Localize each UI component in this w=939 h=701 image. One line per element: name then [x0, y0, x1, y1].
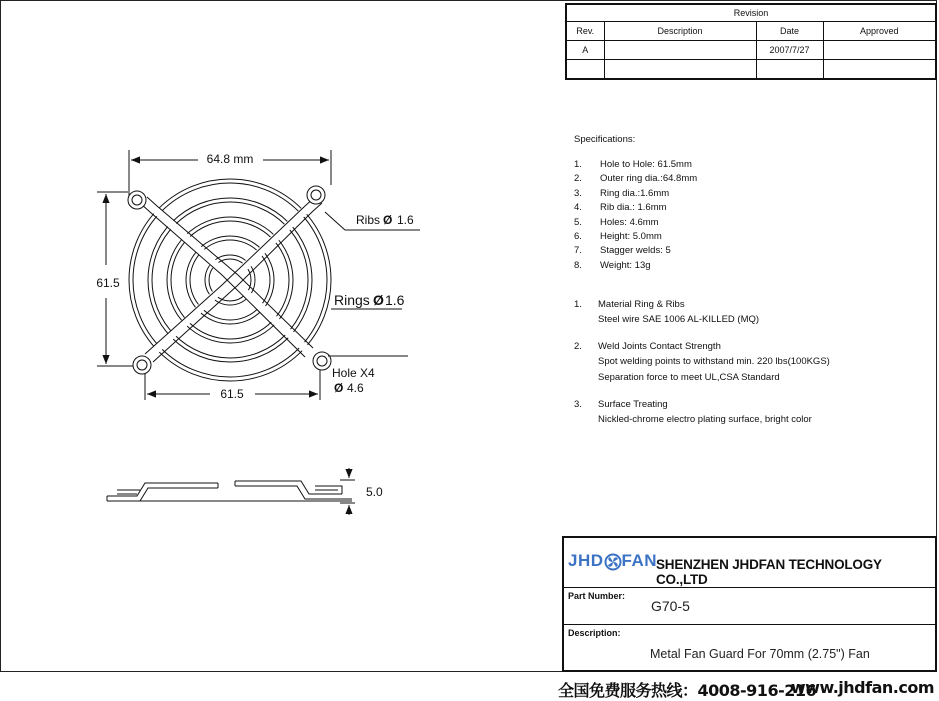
table-cell: 2007/7/27: [756, 41, 823, 60]
hole-label: Hole X4: [332, 366, 375, 380]
specifications-list: [574, 158, 697, 273]
logo-row: [564, 538, 935, 588]
part-number-label: Part Number:: [568, 591, 626, 601]
ribs-value: 1.6: [397, 213, 414, 227]
hole-bottom-left: [133, 356, 151, 374]
date-header: Date: [756, 22, 823, 41]
rings-label: Rings: [334, 292, 370, 308]
list-item: 8. Weight: 13g: [574, 259, 651, 271]
vertical-hole-label: 61.5: [96, 276, 120, 290]
note-line: Steel wire SAE 1006 AL-KILLED (MQ): [598, 314, 760, 325]
list-item: 4. Rib dia.: 1.6mm: [574, 202, 667, 214]
hole-value: 4.6: [347, 381, 364, 395]
rings-diameter-symbol: Ø: [373, 292, 384, 308]
table-cell: [756, 60, 823, 80]
note-surface: 3. Surface Treating Nickled-chrome electro plating surface, bright color: [574, 398, 830, 428]
footer: [558, 676, 936, 700]
list-item: 3. Ring dia.:1.6mm: [574, 187, 670, 199]
hotline-text: 全国免费服务热线：4008-916-216: [558, 681, 817, 700]
note-title: Surface Treating: [598, 399, 668, 410]
notes-list: [574, 298, 830, 440]
hole-bottom-right: [313, 352, 331, 370]
table-cell: [823, 41, 936, 60]
height-dimension: [340, 468, 383, 515]
revision-title: Revision: [566, 4, 936, 22]
title-block: [562, 536, 937, 672]
specifications-title: Specifications:: [574, 134, 636, 145]
note-title: Material Ring & Ribs: [598, 299, 685, 310]
note-line: Separation force to meet UL,CSA Standard: [598, 372, 780, 383]
note-material: 1. Material Ring & Ribs Steel wire SAE 1006 AL-KILLED (MQ): [574, 298, 830, 328]
description-label: Description:: [568, 628, 621, 638]
part-number-value: G70-5: [651, 598, 690, 614]
table-cell: [823, 60, 936, 80]
part-number-row: [564, 588, 935, 625]
hole-diameter-symbol: Ø: [334, 381, 344, 395]
horizontal-hole-label: 61.5: [220, 387, 244, 401]
hole-top-left: [128, 191, 146, 209]
revision-table: [565, 3, 937, 80]
description-value: Metal Fan Guard For 70mm (2.75") Fan: [650, 647, 870, 661]
ribs-callout: [325, 212, 420, 230]
outer-width-dimension: [129, 150, 331, 205]
company-logo: JHD FAN: [568, 551, 658, 570]
note-title: Weld Joints Contact Strength: [598, 341, 721, 352]
side-view-profile: [107, 481, 352, 501]
rings-callout: [331, 292, 405, 309]
height-label: 5.0: [366, 485, 383, 499]
note-line: Nickled-chrome electro plating surface, bright color: [598, 414, 812, 425]
table-cell: [604, 60, 756, 80]
outer-width-label: 64.8 mm: [206, 152, 254, 166]
note-weld: 2. Weld Joints Contact Strength Spot welding points to withstand min. 220 lbs(100KGS) Separation force to meet UL,CSA Standard: [574, 340, 830, 386]
ribs-diameter-symbol: Ø: [383, 213, 393, 227]
website-link[interactable]: www.jhdfan.com: [790, 678, 934, 697]
list-item: 2. Outer ring dia.:64.8mm: [574, 173, 698, 185]
rings-value: 1.6: [385, 292, 405, 308]
table-cell: [604, 41, 756, 60]
table-cell: A: [566, 41, 604, 60]
description-row: [564, 625, 935, 672]
vertical-hole-dimension: [96, 192, 134, 366]
list-item: 5. Holes: 4.6mm: [574, 216, 659, 228]
horizontal-hole-dimension: [145, 370, 320, 401]
hole-callout: [328, 356, 408, 395]
ribs-label: Ribs: [356, 213, 381, 227]
table-cell: [566, 60, 604, 80]
list-item: 6. Height: 5.0mm: [574, 230, 662, 242]
fan-guard-drawing: [0, 0, 560, 520]
description-header: Description: [604, 22, 756, 41]
approved-header: Approved: [823, 22, 936, 41]
list-item: 7. Stagger welds: 5: [574, 245, 671, 257]
note-line: Spot welding points to withstand min. 220 lbs(100KGS): [598, 356, 830, 367]
company-name: SHENZHEN JHDFAN TECHNOLOGY CO.,LTD: [656, 557, 882, 587]
list-item: 1. Hole to Hole: 61.5mm: [574, 159, 692, 170]
fan-logo-icon: [604, 553, 622, 571]
rev-header: Rev.: [566, 22, 604, 41]
hole-top-right: [307, 186, 325, 204]
